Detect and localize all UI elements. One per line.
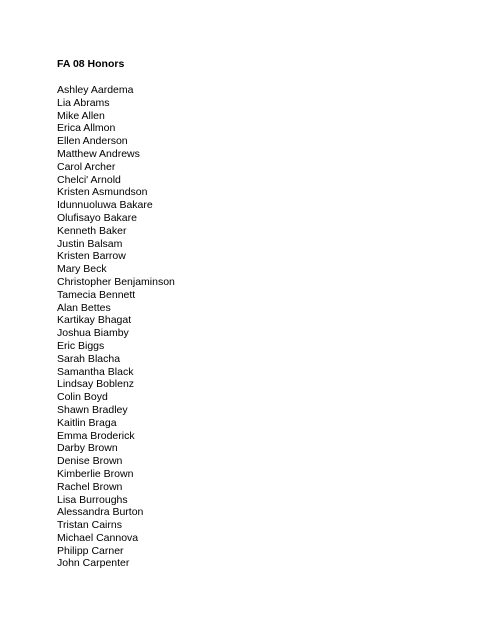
name-item: Colin Boyd	[57, 391, 108, 404]
name-item: Rachel Brown	[57, 480, 123, 493]
name-item: Ellen Anderson	[57, 135, 128, 148]
name-item: Emma Broderick	[57, 429, 135, 442]
name-item: Lindsay Boblenz	[57, 378, 135, 391]
name-item: Eric Biggs	[57, 339, 105, 352]
name-item: Kimberlie Brown	[57, 467, 134, 480]
name-item: Lisa Burroughs	[57, 493, 128, 506]
name-item: Tamecia Bennett	[57, 288, 136, 301]
name-item: Philipp Carner	[57, 544, 124, 557]
name-item: Kenneth Baker	[57, 224, 127, 237]
name-item: Michael Cannova	[57, 531, 139, 544]
honors-name-list	[57, 84, 175, 570]
name-item: Erica Allmon	[57, 122, 116, 135]
name-item: Ashley Aardema	[57, 84, 134, 96]
name-item: Alan Bettes	[57, 301, 111, 314]
name-item: Mary Beck	[57, 263, 107, 276]
name-item: Samantha Black	[57, 365, 134, 378]
name-item: Joshua Biamby	[57, 327, 129, 340]
name-item: Matthew Andrews	[57, 147, 140, 160]
name-item: Kartikay Bhagat	[57, 314, 132, 327]
name-item: Shawn Bradley	[57, 403, 128, 416]
name-item: Idunnuoluwa Bakare	[57, 199, 153, 212]
name-item: Christopher Benjaminson	[57, 275, 175, 288]
name-item: Denise Brown	[57, 455, 123, 468]
name-item: Kristen Asmundson	[57, 186, 148, 199]
name-item: John Carpenter	[57, 557, 130, 570]
name-item: Lia Abrams	[57, 96, 110, 109]
name-item: Tristan Cairns	[57, 519, 122, 532]
document-title: FA 08 Honors	[57, 58, 125, 70]
name-item: Alessandra Burton	[57, 506, 144, 519]
name-item: Sarah Blacha	[57, 352, 121, 365]
name-item: Kaitlin Braga	[57, 416, 117, 429]
name-item: Justin Balsam	[57, 237, 123, 250]
name-item: Olufisayo Bakare	[57, 211, 137, 224]
name-item: Kristen Barrow	[57, 250, 126, 263]
name-item: Chelci' Arnold	[57, 173, 121, 186]
name-item: Darby Brown	[57, 442, 118, 455]
name-item: Carol Archer	[57, 160, 116, 173]
name-item: Mike Allen	[57, 109, 105, 122]
